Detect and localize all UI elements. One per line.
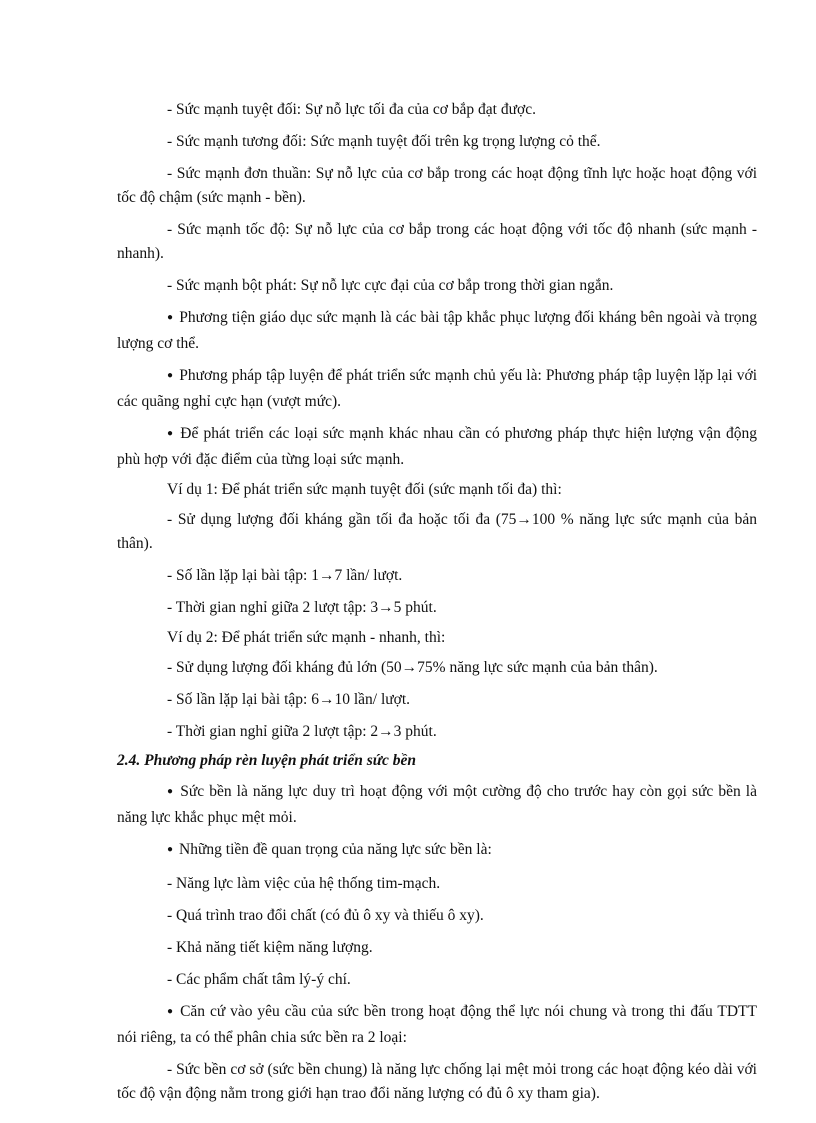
paragraph-absolute-strength: - Sức mạnh tuyệt đối: Sự nỗ lực tối đa của cơ bắp đạt được.	[167, 101, 536, 118]
bullet-paragraph-strength-method	[117, 364, 757, 414]
paragraph-pure-strength: - Sức mạnh đơn thuần: Sự nỗ lực của cơ bắp trong các hoạt động tĩnh lực hoặc hoạt động với tốc độ chậm (sức mạnh - bền).	[117, 165, 757, 206]
bullet-text: Những tiền đề quan trọng của năng lực sức bền là:	[179, 841, 492, 858]
prerequisite-item: - Quá trình trao đổi chất (có đủ ô xy và thiếu ô xy).	[167, 907, 484, 924]
prerequisite-item: - Các phẩm chất tâm lý-ý chí.	[167, 971, 351, 988]
bullet-icon	[167, 425, 180, 442]
example-2-item: - Thời gian nghỉ giữa 2 lượt tập: 2→3 phút.	[167, 723, 437, 740]
bullet-paragraph-endurance-types	[117, 1000, 757, 1050]
bullet-icon	[167, 783, 180, 800]
bullet-paragraph-strength-load	[117, 422, 757, 472]
example-1-item: - Số lần lặp lại bài tập: 1→7 lần/ lượt.	[167, 567, 403, 584]
example-1-item: - Thời gian nghỉ giữa 2 lượt tập: 3→5 phút.	[167, 599, 437, 616]
bullet-paragraph-endurance-prerequisites	[117, 838, 757, 864]
section-heading: 2.4. Phương pháp rèn luyện phát triển sức bền	[117, 752, 417, 769]
bullet-paragraph-strength-means	[117, 306, 757, 356]
document-page	[117, 98, 757, 1114]
prerequisite-item: - Khả năng tiết kiệm năng lượng.	[167, 939, 373, 956]
prerequisite-item: - Năng lực làm việc của hệ thống tim-mạch.	[167, 875, 441, 892]
example-2-item: - Số lần lặp lại bài tập: 6→10 lần/ lượt.	[167, 691, 411, 708]
example-2-title: Ví dụ 2: Để phát triển sức mạnh - nhanh, thì:	[167, 629, 446, 646]
bullet-text: Phương pháp tập luyện để phát triển sức mạnh chủ yếu là: Phương pháp tập luyện lặp lại với các quãng nghỉ cực hạn (vượt mức).	[117, 367, 757, 410]
bullet-icon	[167, 841, 179, 858]
bullet-icon	[167, 1003, 180, 1020]
bullet-icon	[167, 367, 179, 384]
example-1-title: Ví dụ 1: Để phát triển sức mạnh tuyệt đối (sức mạnh tối đa) thì:	[167, 481, 562, 498]
bullet-icon	[167, 309, 179, 326]
bullet-paragraph-endurance-definition	[117, 780, 757, 830]
bullet-text: Căn cứ vào yêu cầu của sức bền trong hoạt động thể lực nói chung và trong thi đấu TDTT nói riêng, ta có thể phân chia sức bền ra 2 loại:	[117, 1003, 757, 1046]
paragraph-relative-strength: - Sức mạnh tương đối: Sức mạnh tuyệt đối trên kg trọng lượng cỏ thể.	[167, 133, 601, 150]
paragraph-speed-strength: - Sức mạnh tốc độ: Sự nỗ lực của cơ bắp trong các hoạt động với tốc độ nhanh (sức mạnh - nhanh).	[117, 221, 757, 262]
example-2-item: - Sử dụng lượng đối kháng đủ lớn (50→75% năng lực sức mạnh của bản thân).	[167, 659, 658, 676]
paragraph-basic-endurance: - Sức bền cơ sở (sức bền chung) là năng lực chống lại mệt mỏi trong các hoạt động kéo dài với tốc độ vận động nằm trong giới hạn trao đổi năng lượng có đủ ô xy tham gia).	[117, 1061, 757, 1102]
bullet-text: Phương tiện giáo dục sức mạnh là các bài tập khắc phục lượng đối kháng bên ngoài và trọng lượng cơ thể.	[117, 309, 757, 352]
paragraph-explosive-strength: - Sức mạnh bột phát: Sự nỗ lực cực đại của cơ bắp trong thời gian ngắn.	[167, 277, 614, 294]
example-1-item: - Sử dụng lượng đối kháng gần tối đa hoặc tối đa (75→100 % năng lực sức mạnh của bản thân).	[117, 511, 757, 552]
bullet-text: Sức bền là năng lực duy trì hoạt động với một cường độ cho trước hay còn gọi sức bền là năng lực khắc phục mệt mỏi.	[117, 783, 757, 826]
bullet-text: Để phát triển các loại sức mạnh khác nhau cần có phương pháp thực hiện lượng vận động phù hợp với đặc điểm của từng loại sức mạnh.	[117, 425, 757, 468]
